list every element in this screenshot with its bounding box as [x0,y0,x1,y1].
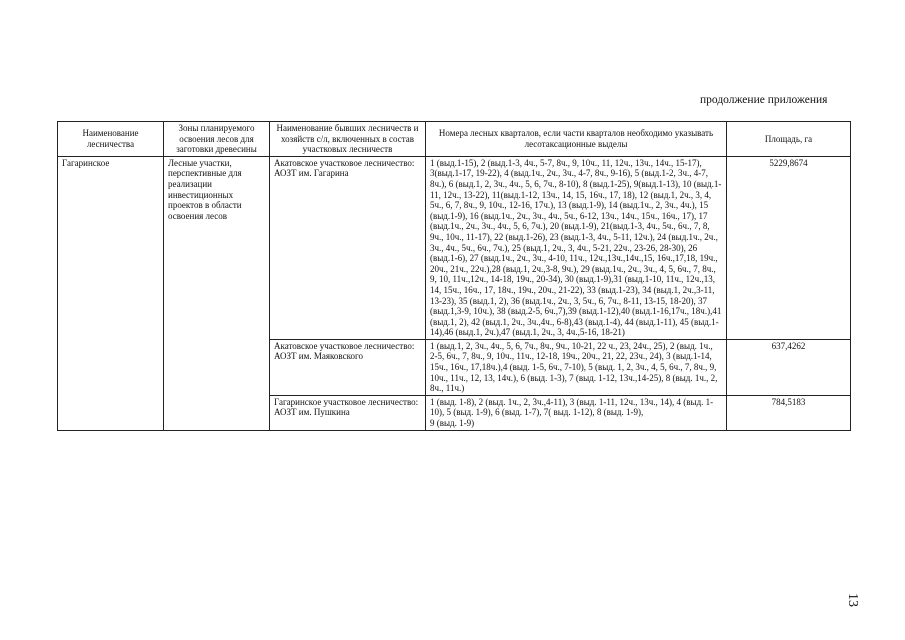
area-cell: 5229,8674 [727,156,851,339]
area-cell: 637,4262 [727,339,851,395]
quarters-cell [426,395,727,430]
former-name-cell: Акатовское участковое лесничество: АОЗТ им. Гагарина [270,156,426,339]
former-name-cell: Акатовское участковое лесничество: АОЗТ им. Маяковского [270,339,426,395]
page-number: 13 [845,593,860,607]
former-name-cell: Гагаринское участковое лесничество: АОЗТ им. Пушкина [270,395,426,430]
table-row [58,156,851,339]
forestry-table [57,121,851,431]
quarters-text-extra: 9 (выд. 1-9) [430,418,475,429]
area-cell: 784,5183 [727,395,851,430]
quarters-cell: 1 (выд.1, 2, 3ч., 4ч., 5, 6, 7ч., 8ч., 9ч., 10-21, 22 ч., 23, 24ч., 25), 2 (выд. 1ч., 2-5, 6ч., 7, 8ч., 9, 10ч., 11ч., 12-18, 19ч., 20ч., 21, 22, 23ч., 24), 3 (выд.1-14, 15ч., 16ч., 17,18ч.),4 (выд. 1-5, 6ч., 7-10), 5 (выд. 1, 2, 3ч., 4, 5, 6ч., 7, 8ч., 9, 10ч., 11ч., 12, 13, 14ч.), 6 (выд. 1-3), 7 (выд. 1-12, 13ч.,14-25), 8 (выд. 1ч., 2, 8ч., 11ч.) [426,339,727,395]
table-header-row [58,122,851,157]
header-zones: Зоны планируемого освоения лесов для заготовки древесины [164,122,270,157]
header-area: Площадь, га [727,122,851,157]
forestry-cell: Гагаринское [58,156,164,430]
continuation-title: продолжение приложения [700,94,828,106]
header-former-name: Наименование бывших лесничеств и хозяйств с/л, включенных в состав участковых лесничеств [270,122,426,157]
quarters-cell: 1 (выд.1-15), 2 (выд.1-3, 4ч., 5-7, 8ч., 9, 10ч., 11, 12ч., 13ч., 14ч., 15-17), 3(выд.1-17, 19-22), 4 (выд.1ч., 2ч., 3ч., 4-7, 8ч., 9-16), 5 (выд.1-2, 3ч., 4-7, 8ч.), 6 (выд.1, 2, 3ч., 4ч., 5, 6, 7ч., 8-10), 8 (выд.1-25), 9(выд.1-13), 10 (выд.1-11, 12ч., 13-22), 11(выд.1-12, 13ч., 14, 15, 16ч., 17, 18), 12 (выд.1, 2ч., 3, 4, 5ч., 6, 7, 8ч., 9, 10ч., 12-16, 17ч.), 13 (выд.1-9), 14 (выд.1ч., 2, 3ч., 4ч.), 15 (выд.1-9), 16 (выд.1ч., 2ч., 3ч., 4ч., 5ч., 6-12, 13ч., 14ч., 15ч., 16ч., 17), 17 (выд.1ч., 2ч., 3ч., 4ч., 5, 6, 7ч.), 20 (выд.1-9), 21(выд.1-3, 4ч., 5ч., 6ч., 7, 8, 9ч., 10ч., 11-17), 22 (выд.1-26), 23 (выд.1-3, 4ч., 5-11, 12ч.), 24 (выд.1ч., 2ч., 3ч., 4ч., 5ч., 6ч., 7ч.), 25 (выд.1, 2ч., 3, 4ч., 5-21, 22ч., 23-26, 28-30), 26 (выд.1-6), 27 (выд.1ч., 2ч., 3ч., 4-10, 11ч., 12ч.,13ч.,14ч.,15, 16ч.,17,18, 19ч., 20ч., 21ч., 22ч.),28 (выд.1, 2ч.,3-8, 9ч.), 29 (выд.1ч., 2ч., 3ч., 4, 5, 6ч., 7, 8ч., 9, 10, 11ч.,12ч., 14-18, 19ч., 20-34), 30 (выд.1-9),31 (выд.1-10, 11ч., 12ч.,13, 14, 15ч., 16ч., 17, 18ч., 19ч., 20ч., 21-22), 33 (выд.1-23), 34 (выд.1, 2ч.,3-11, 13-23), 35 (выд.1, 2), 36 (выд.1ч., 2ч., 3, 5ч., 6, 7ч., 8-11, 13-15, 18-20), 37 (выд.1,3-9, 10ч.), 38 (выд.2-5, 6ч.,7),39 (выд.1-12),40 (выд.1-16,17ч., 18ч.),41 (выд.1, 2), 42 (выд.1, 2ч., 3ч.,4ч., 6-8),43 (выд.1-4), 44 (выд.1-11), 45 (выд.1-14),46 (выд.1, 2ч.),47 (выд.1, 2ч., 3, 4ч.,5-16, 18-21) [426,156,727,339]
zone-cell: Лесные участки, перспективные для реализации инвестиционных проектов в области освоения лесов [164,156,270,430]
header-forestry-name: Наименование лесничества [58,122,164,157]
header-quarters: Номера лесных кварталов, если части кварталов необходимо указывать лесотаксационные выделы [426,122,727,157]
quarters-text: 1 (выд. 1-8), 2 (выд. 1ч., 2, 3ч.,4-11), 3 (выд. 1-11, 12ч., 13ч., 14), 4 (выд. 1-10), 5 (выд. 1-9), 6 (выд. 1-7), 7( выд. 1-12), 8 (выд. 1-9), [430,396,714,418]
